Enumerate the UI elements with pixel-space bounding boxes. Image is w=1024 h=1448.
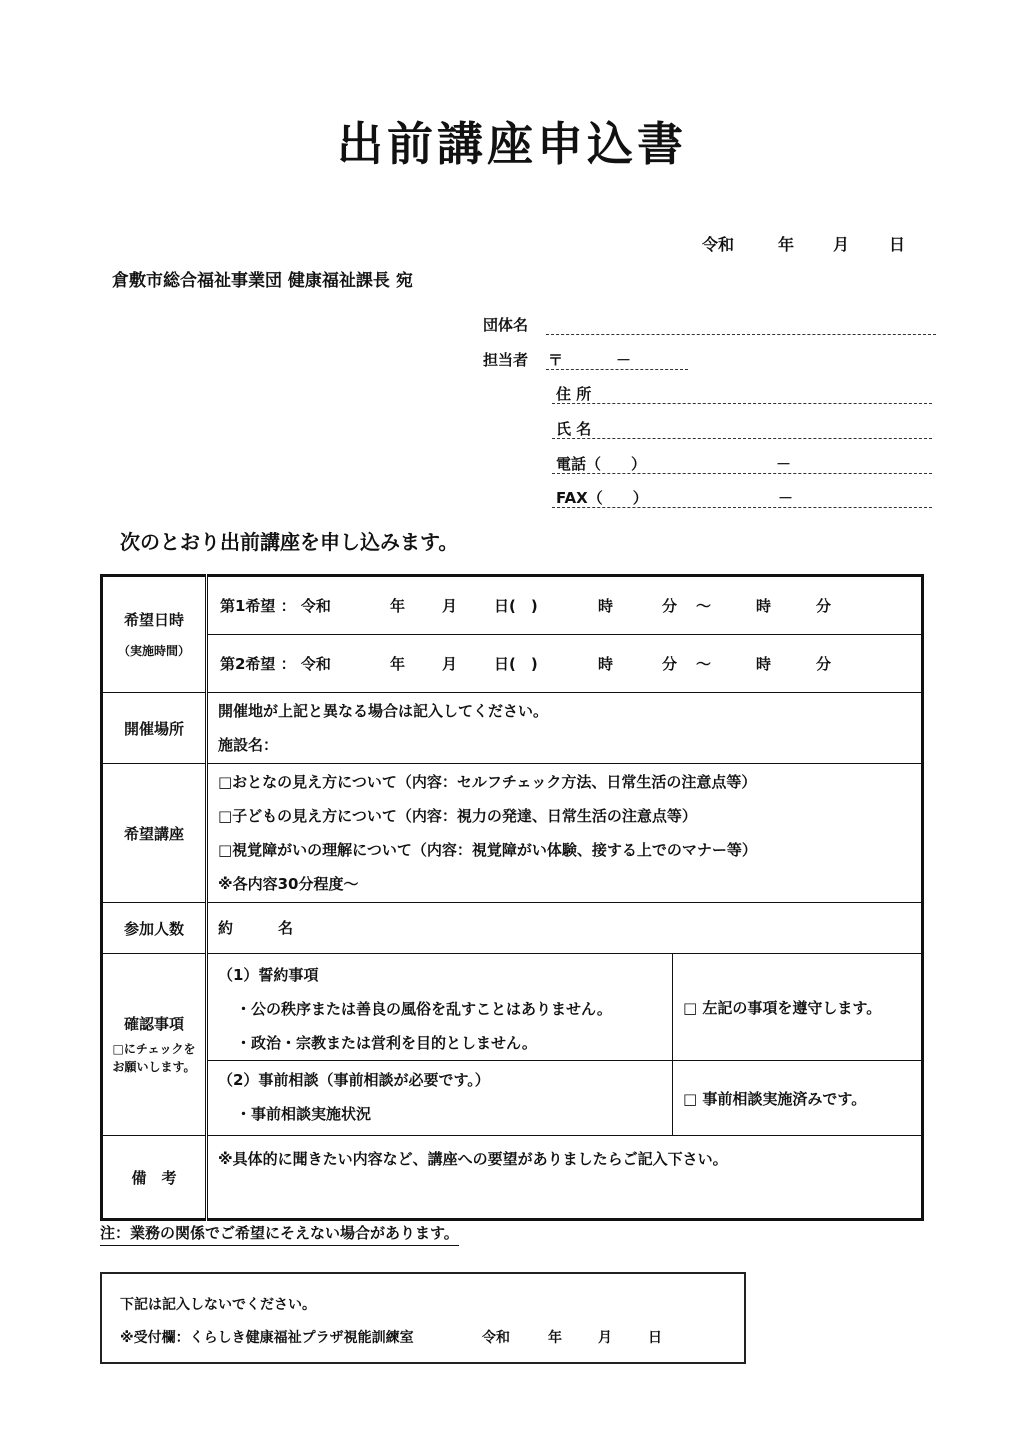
fax-label: FAX（ ）	[556, 489, 648, 507]
name-field[interactable]	[552, 438, 932, 439]
pledge-check[interactable]: □ 左記の事項を遵守します。	[673, 954, 922, 1061]
date-header: 希望日時	[123, 611, 184, 629]
confirm-header-cell	[102, 954, 207, 1136]
phone-label: 電話（ ）	[556, 455, 647, 473]
date-day: 日	[889, 235, 906, 254]
course-header: 希望講座	[102, 764, 207, 903]
choice1-hour2: 時	[756, 597, 772, 615]
choice2-min1: 分	[662, 655, 678, 673]
choice1-hour1: 時	[598, 597, 614, 615]
choice2-month: 月	[442, 655, 458, 673]
date-month: 月	[833, 235, 850, 254]
choice2-row	[208, 635, 921, 692]
date-header-cell	[102, 576, 207, 693]
choice2-cell[interactable]	[207, 635, 923, 693]
course-child[interactable]: □子どもの見え方について（内容：視力の発達、日常生活の注意点等）	[218, 807, 697, 825]
remarks-header: 備 考	[102, 1136, 207, 1220]
confirm-inner-table	[208, 954, 921, 1135]
choice2-min2: 分	[816, 655, 832, 673]
remarks-cell[interactable]	[207, 1136, 923, 1220]
choice1-tilde: ～	[696, 597, 712, 615]
intro-text: 次のとおり出前講座を申し込みます。	[120, 530, 459, 554]
venue-note: 開催地が上記と異なる場合は記入してください。	[218, 702, 549, 720]
choice2-year: 年	[390, 655, 406, 673]
page-title: 出前講座申込書	[337, 117, 687, 171]
course-duration-note: ※各内容30分程度～	[218, 875, 359, 893]
confirm-sub1: □にチェックを	[112, 1042, 196, 1056]
reception-line2: ※受付欄：くらしき健康福祉プラザ視能訓練室	[120, 1330, 414, 1346]
venue-facility: 施設名：	[218, 736, 279, 754]
choice1-cell[interactable]	[207, 576, 923, 635]
consult-title: （2）事前相談（事前相談が必要です。）	[218, 1071, 490, 1089]
date-era: 令和	[702, 235, 735, 254]
application-table	[100, 574, 924, 1221]
remarks-note: ※具体的に聞きたい内容など、講座への要望がありましたらご記入下さい。	[218, 1150, 728, 1168]
phone-dash: －	[776, 455, 792, 473]
date-year: 年	[778, 235, 795, 254]
pledge-item2: ・政治・宗教または営利を目的としません。	[236, 1034, 537, 1052]
reception-year: 年	[548, 1330, 562, 1346]
date-subheader: （実施時間）	[117, 644, 190, 658]
confirm-header: 確認事項	[123, 1015, 184, 1033]
choice2-tilde: ～	[696, 655, 712, 673]
address-label: 住 所	[556, 385, 592, 403]
org-label: 団体名	[483, 316, 529, 334]
reception-month: 月	[598, 1330, 612, 1346]
postal-dash: －	[616, 351, 632, 369]
course-visual-impairment[interactable]: □視覚障がいの理解について（内容：視覚障がい体験、接する上でのマナー等）	[218, 841, 757, 859]
reception-line1: 下記は記入しないでください。	[120, 1297, 316, 1313]
fax-field[interactable]	[552, 507, 932, 508]
consult-check[interactable]: □ 事前相談実施済みです。	[683, 1089, 867, 1108]
choice1-month: 月	[442, 597, 458, 615]
confirm-sub2: お願いします。	[112, 1060, 196, 1074]
name-label: 氏 名	[556, 420, 592, 438]
fax-dash: －	[778, 489, 794, 507]
choice2-label: 第2希望 ： 令和	[220, 655, 331, 673]
choice2-hour2: 時	[756, 655, 772, 673]
addressee: 倉敷市総合福祉事業団 健康福祉課長 宛	[112, 271, 413, 291]
choice1-row	[208, 577, 921, 634]
venue-cell[interactable]	[207, 693, 923, 764]
contact-label: 担当者	[483, 351, 529, 369]
choice1-min2: 分	[816, 597, 832, 615]
choice1-min1: 分	[662, 597, 678, 615]
pledge-item1: ・公の秩序または善良の風俗を乱すことはありません。	[236, 1000, 612, 1018]
course-cell	[207, 764, 923, 903]
footnote: 注：業務の関係でご希望にそえない場合があります。	[100, 1222, 459, 1246]
pledge-cell	[208, 954, 673, 1061]
choice2-hour1: 時	[598, 655, 614, 673]
choice1-year: 年	[390, 597, 406, 615]
reception-day: 日	[648, 1330, 662, 1346]
course-adult[interactable]: □おとなの見え方について（内容：セルフチェック方法、日常生活の注意点等）	[218, 773, 757, 791]
choice1-label: 第1希望 ： 令和	[220, 597, 331, 615]
confirm-cell	[207, 954, 923, 1136]
choice1-day: 日( )	[494, 597, 538, 615]
postal-mark: 〒	[548, 351, 564, 369]
org-field[interactable]	[546, 334, 936, 335]
address-field[interactable]	[552, 403, 932, 404]
participants-cell[interactable]	[207, 903, 923, 954]
consult-item: ・事前相談実施状況	[236, 1105, 372, 1123]
participants-value: 約 名	[218, 919, 294, 937]
consult-cell	[208, 1061, 673, 1136]
reception-era: 令和	[482, 1330, 510, 1346]
choice2-day: 日( )	[494, 655, 538, 673]
reception-box	[100, 1272, 746, 1364]
phone-field[interactable]	[552, 473, 932, 474]
participants-header: 参加人数	[102, 903, 207, 954]
postal-field[interactable]	[546, 369, 688, 370]
pledge-title: （1）誓約事項	[218, 966, 319, 984]
venue-header: 開催場所	[102, 693, 207, 764]
